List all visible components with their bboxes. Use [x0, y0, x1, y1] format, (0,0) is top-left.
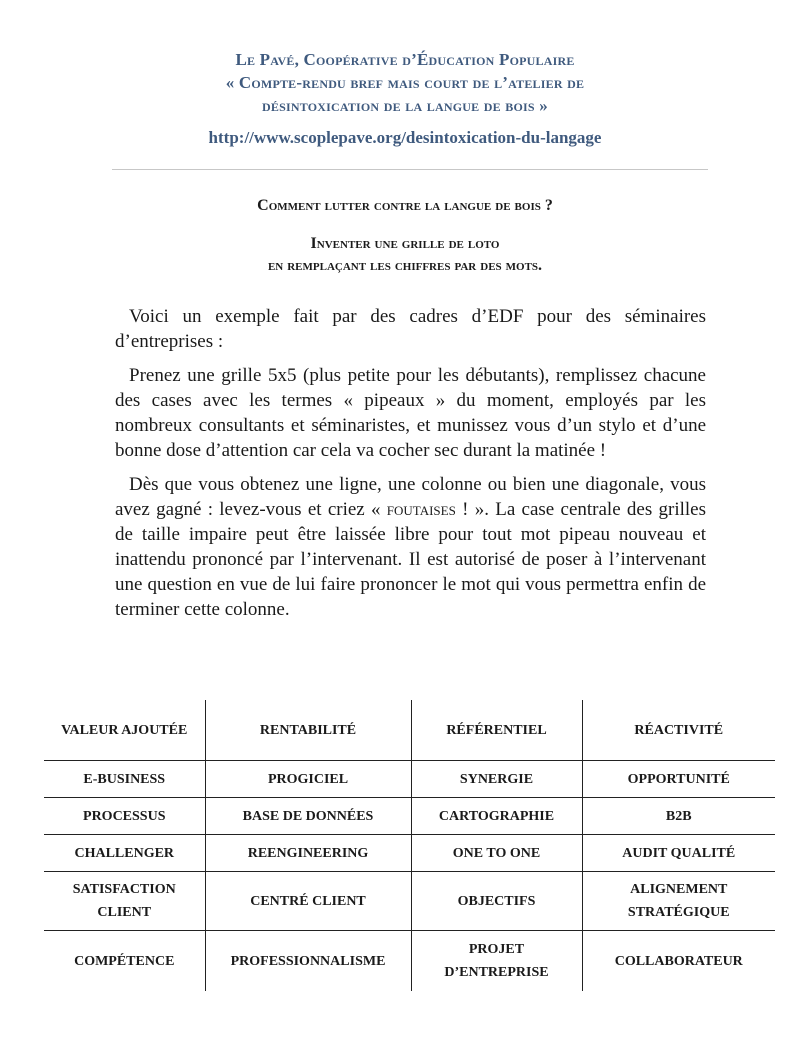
- grid-row: [44, 872, 775, 931]
- grid-cell[interactable]: B2B: [582, 798, 775, 835]
- subtitle-line-2: en remplaçant les chiffres par des mots.: [267, 257, 543, 274]
- grid-cell[interactable]: AUDIT QUALITÉ: [582, 835, 775, 872]
- grid-cell[interactable]: ALIGNEMENT STRATÉGIQUE: [582, 872, 775, 931]
- paragraph-3-start: Dès que vous obtenez une ligne, une colonne ou bien une diagonale, vous avez gagné : levez-vous et criez «: [115, 474, 706, 520]
- grid-cell[interactable]: COLLABORATEUR: [582, 931, 775, 992]
- body-text: [115, 304, 706, 631]
- subtitle-line-1: Inventer une grille de loto: [310, 235, 500, 252]
- paragraph-2: Prenez une grille 5x5 (plus petite pour les débutants), remplissez chacune des cases avec les termes « pipeaux » du moment, employés par les nombreux consultants et séminaristes, et munissez vous d’un stylo et d’une bonne dose d’attention car cela va cocher sec durant la matinée !: [115, 365, 706, 461]
- header-report-title-1: « Compte-rendu bref mais court de l’atelier de: [225, 73, 585, 92]
- grid-cell[interactable]: SYNERGIE: [411, 761, 582, 798]
- grid-cell[interactable]: CARTOGRAPHIE: [411, 798, 582, 835]
- grid-cell[interactable]: OBJECTIFS: [411, 872, 582, 931]
- grid-cell[interactable]: OPPORTUNITÉ: [582, 761, 775, 798]
- paragraph-3-end: ! ». La case centrale des grilles de taille impaire peut être laissée libre pour tout mot pipeau nouveau et inattendu prononcé par l’intervenant. Il est autorisé de poser à l’intervenant une question en vue de lui faire prononcer le mot qui vous permettra enfin de terminer cette colonne.: [115, 499, 706, 620]
- grid-cell[interactable]: BASE DE DONNÉES: [205, 798, 411, 835]
- grid-cell[interactable]: RÉACTIVITÉ: [582, 700, 775, 761]
- grid-row: [44, 798, 775, 835]
- header-report-title-2: désintoxication de la langue de bois »: [262, 96, 548, 115]
- paragraph-1: Voici un exemple fait par des cadres d’EDF pour des séminaires d’entreprises :: [115, 306, 706, 352]
- grid-row: [44, 835, 775, 872]
- paragraph-3-shout: foutaises: [386, 499, 456, 520]
- grid-cell[interactable]: PROFESSIONNALISME: [205, 931, 411, 992]
- grid-row: [44, 931, 775, 992]
- grid-cell[interactable]: REENGINEERING: [205, 835, 411, 872]
- grid-cell[interactable]: RÉFÉRENTIEL: [411, 700, 582, 761]
- section-title: Comment lutter contre la langue de bois ?: [257, 197, 553, 214]
- grid-cell[interactable]: VALEUR AJOUTÉE: [44, 700, 205, 761]
- grid-cell[interactable]: ONE TO ONE: [411, 835, 582, 872]
- grid-row: [44, 700, 775, 761]
- grid-cell[interactable]: COMPÉTENCE: [74, 953, 175, 969]
- grid-cell[interactable]: PROJET D’ENTREPRISE: [411, 931, 582, 992]
- grid-cell[interactable]: PROCESSUS: [44, 798, 205, 835]
- grid-cell[interactable]: CENTRÉ CLIENT: [205, 872, 411, 931]
- bingo-grid: [44, 700, 775, 991]
- grid-cell[interactable]: SATISFACTION CLIENT: [44, 872, 205, 931]
- grid-cell[interactable]: PROGICIEL: [205, 761, 411, 798]
- grid-row: [44, 761, 775, 798]
- header-divider: [112, 169, 708, 170]
- document-header: [0, 48, 810, 148]
- header-organization: Le Pavé, Coopérative d’Éducation Populaire: [235, 50, 575, 69]
- section-subtitle: [0, 233, 810, 277]
- grid-cell[interactable]: CHALLENGER: [44, 835, 205, 872]
- paragraph-3: [115, 472, 706, 622]
- header-url-link[interactable]: http://www.scoplepave.org/desintoxication-du-langage: [208, 128, 602, 147]
- grid-cell[interactable]: RENTABILITÉ: [205, 700, 411, 761]
- grid-cell[interactable]: E-BUSINESS: [44, 761, 205, 798]
